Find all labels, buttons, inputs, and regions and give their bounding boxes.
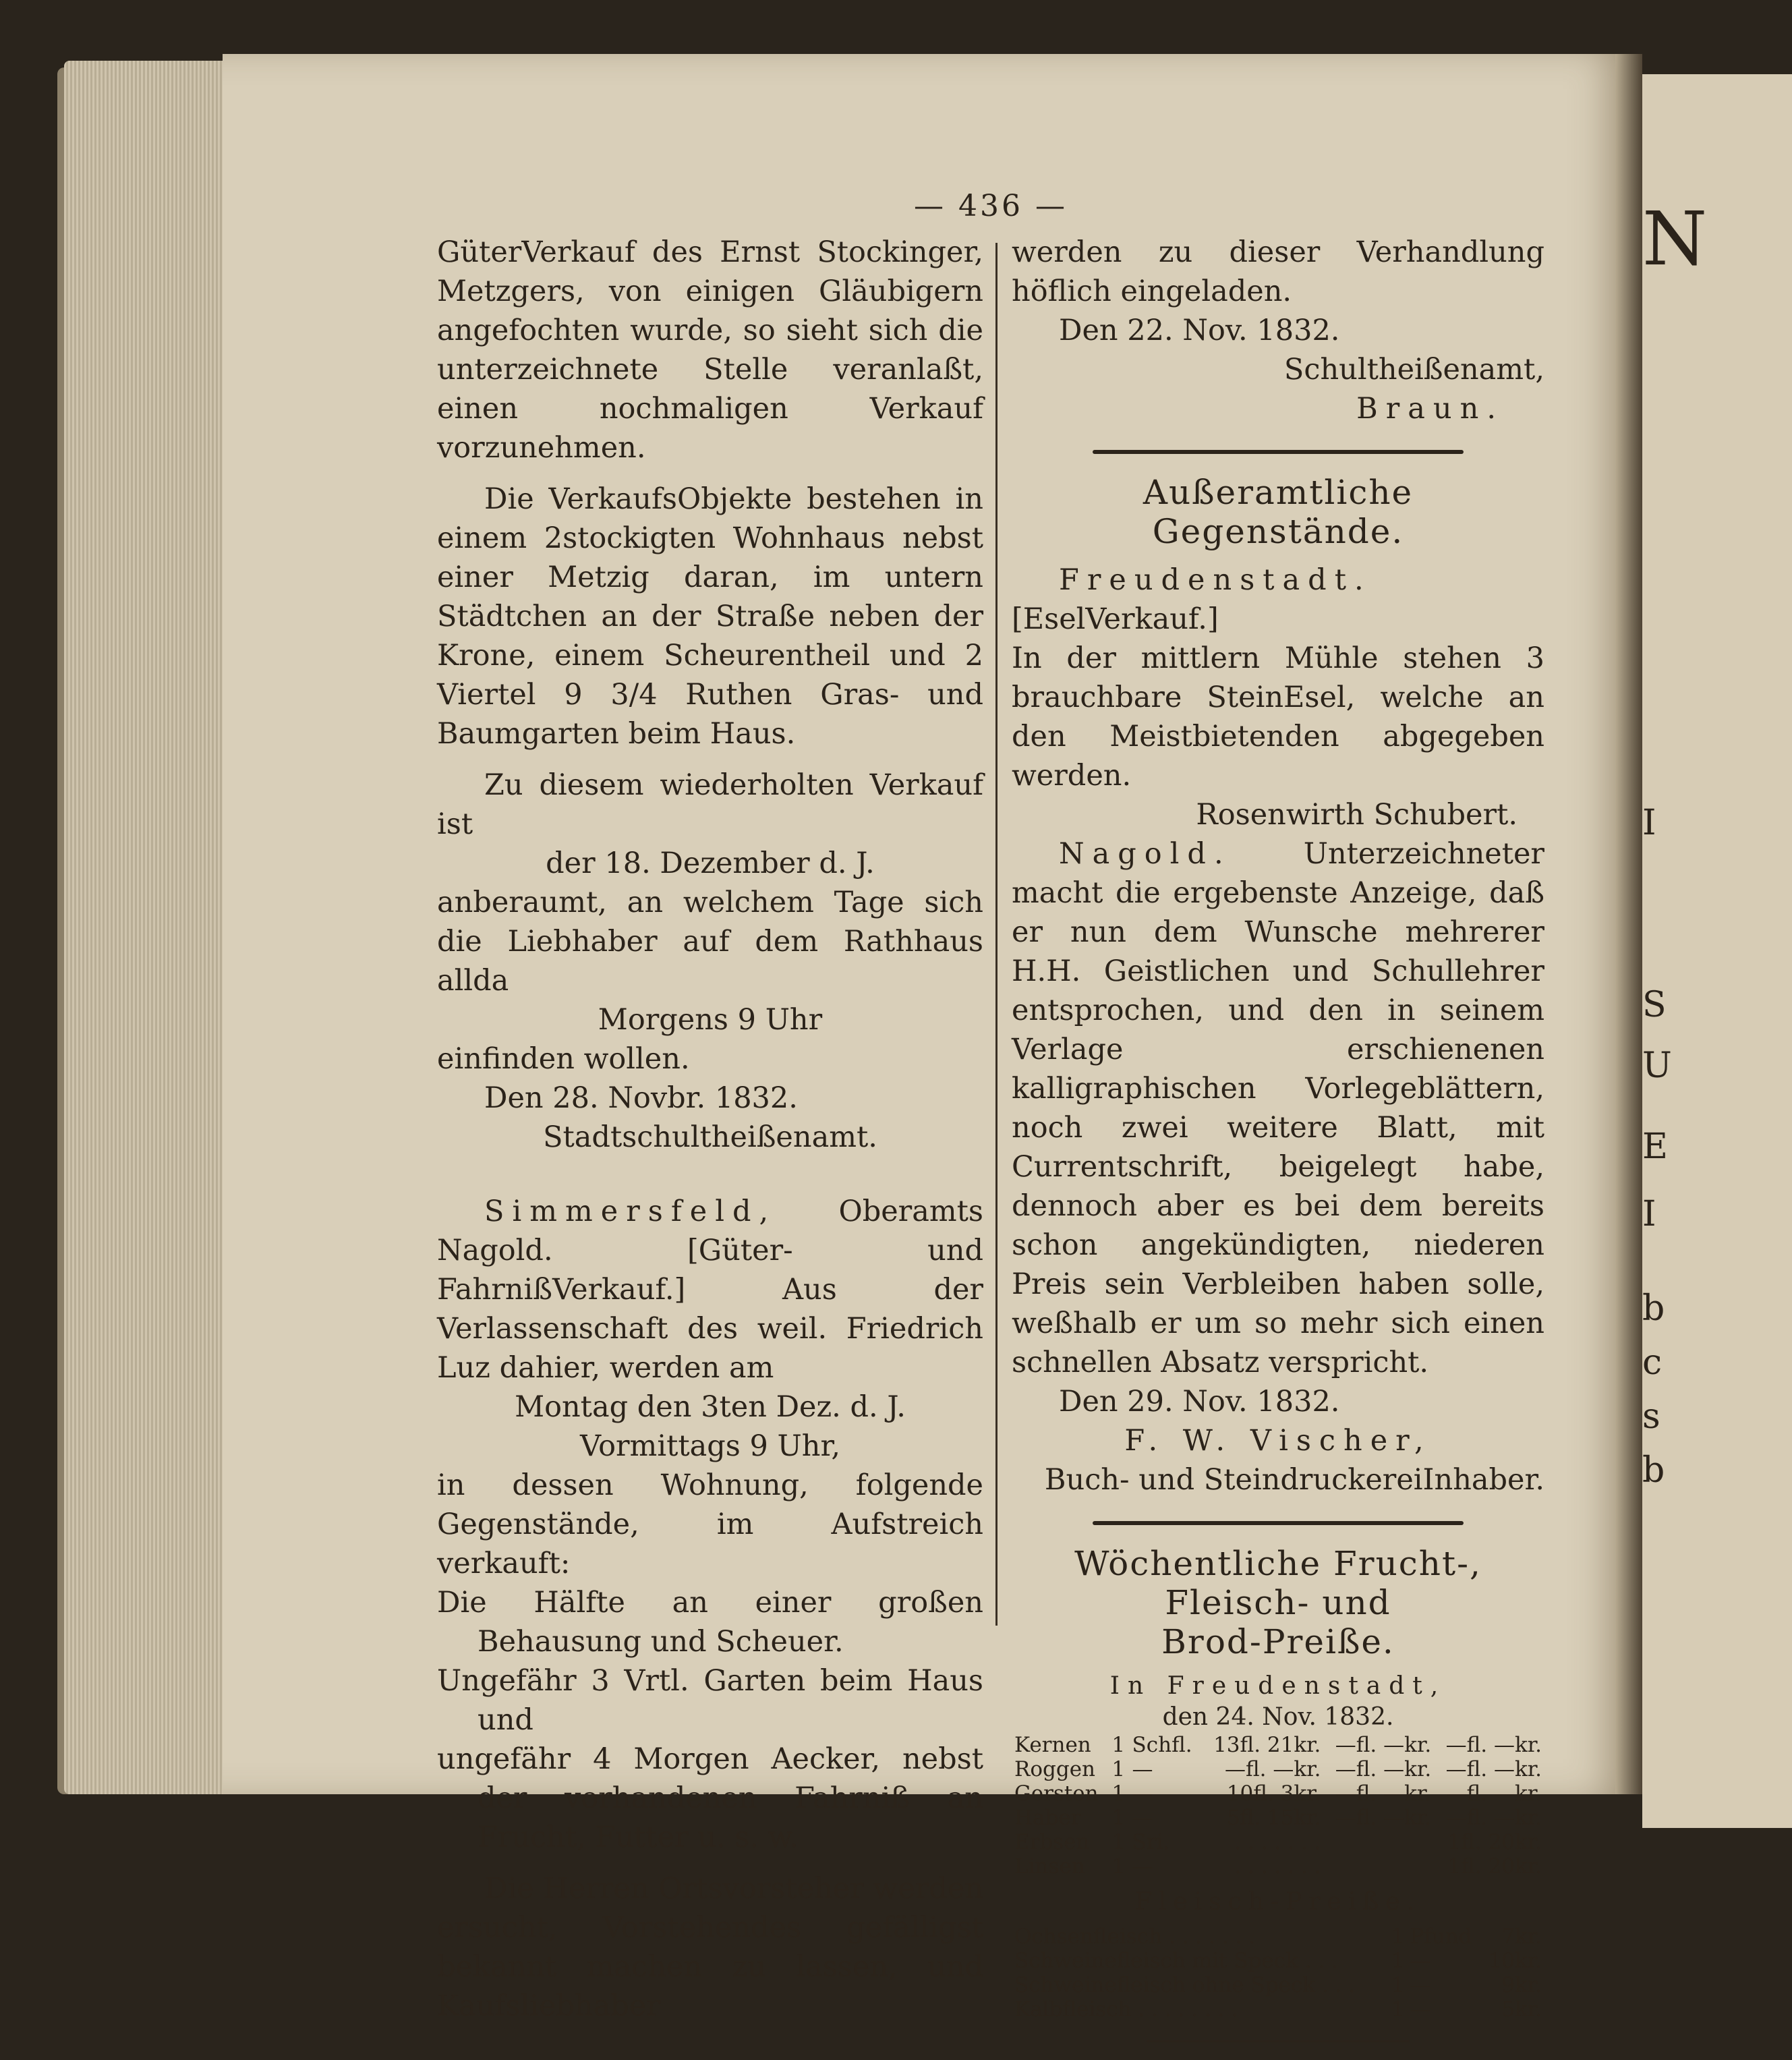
table-row xyxy=(1012,1949,1544,1973)
table-cell: — xyxy=(1410,1973,1431,1997)
facing-page-letter: N xyxy=(1642,196,1708,282)
table-cell: Ochsenfleisch . . . . . . . xyxy=(1014,1924,1256,1949)
date-line: Montag den 3ten Dez. d. J. xyxy=(515,1390,906,1424)
left-column xyxy=(437,233,983,2026)
table-cell: 9kr. xyxy=(1501,1973,1542,1997)
page-number: — 436 — xyxy=(914,189,1068,223)
table-row xyxy=(1012,1924,1544,1949)
section-rule xyxy=(1093,1521,1464,1525)
table-cell: —fl. —kr. xyxy=(1335,1781,1432,1806)
table-cell: — xyxy=(1132,1757,1153,1781)
table-cell: 10fl. 3kr. xyxy=(1226,1781,1321,1806)
paragraph: Die VerkaufsObjekte bestehen in einem 2stockigten Wohnhaus nebst einer Metzig daran, im untern Städtchen an der Straße neben der Krone, einem Scheurentheil und 2 Viertel 9 3/4 Ruthen Gras- und Baumgarten beim Haus. xyxy=(437,482,983,751)
table-cell: Kernen xyxy=(1014,1733,1091,1757)
table-row xyxy=(1012,1757,1544,1781)
table-cell: 7kr. xyxy=(1501,1924,1542,1949)
table-cell: Gersten xyxy=(1014,1781,1099,1806)
table-cell: Roggen xyxy=(1014,1757,1096,1781)
list-item: Die Hälfte an einer großen Behausung und Scheuer. xyxy=(437,1586,983,1659)
date-line: der 18. Dezember d. J. xyxy=(546,847,875,880)
table-cell: Kalbfleisch . . . . . . . . xyxy=(1014,1997,1238,2022)
column-divider xyxy=(995,243,998,1626)
table-cell: Schweinefleisch ohne Speck . . . xyxy=(1014,1973,1356,1997)
facing-page-letter: E xyxy=(1642,1126,1668,1167)
section-heading: Außeramtliche Gegenstände. xyxy=(1143,473,1414,551)
table-cell: 1 xyxy=(1111,1806,1126,1830)
table-cell: —fl. —kr. xyxy=(1445,1806,1542,1830)
time-line: Morgens 9 Uhr xyxy=(598,1003,823,1037)
facing-page-letter: c xyxy=(1642,1342,1663,1383)
table-cell: — xyxy=(1132,1854,1153,1879)
facing-page-letter: b xyxy=(1642,1450,1665,1491)
table-cell: — xyxy=(1132,1781,1153,1806)
section-heading: Wöchentliche Frucht-, Fleisch- und xyxy=(1074,1544,1482,1622)
table-row xyxy=(1012,1973,1544,1997)
place-name: Nagold. xyxy=(1059,837,1232,871)
book-gutter xyxy=(1615,54,1642,1794)
facing-page-letter: I xyxy=(1642,1194,1656,1234)
signature: Braun. xyxy=(1356,392,1504,426)
paragraph: GüterVerkauf des Ernst Stockinger, Metzgers, von einigen Gläubigern angefochten wurde, so sieht sich die unterzeichnete Stelle veranlaßt, einen nochmaligen Verkauf vorzunehmen. xyxy=(437,235,983,465)
date-line: Den 29. Nov. 1832. xyxy=(1059,1385,1340,1419)
table-cell: Schfl. xyxy=(1132,1733,1192,1757)
paragraph: Die Herren Ortsvorsteher werden ersucht, Vorstehendes gefälligst bekannt machen zu lassen, und Kaufsliebhaber xyxy=(437,1872,983,2023)
facing-page-letter: S xyxy=(1642,985,1667,1025)
facing-page-fragment xyxy=(1642,74,1792,1828)
table-cell: 1 xyxy=(1391,1949,1405,1973)
paragraph: In der mittlern Mühle stehen 3 brauchbare SteinEsel, welche an den Meistbietenden abgegeben werden. xyxy=(1012,641,1544,793)
table-row xyxy=(1012,1997,1544,2022)
table-row xyxy=(1012,1806,1544,1830)
table-cell: 5fl. 15kr. xyxy=(1226,1806,1321,1830)
signature: Schultheißenamt, xyxy=(1283,353,1544,387)
table-cell: —fl. —kr. xyxy=(1335,1757,1432,1781)
table-row xyxy=(1012,1830,1544,1854)
price-date: den 24. Nov. 1832. xyxy=(1162,1703,1394,1731)
signature: Rosenwirth Schubert. xyxy=(1196,798,1518,832)
table-cell xyxy=(1323,1830,1434,1854)
paragraph: Oberamts Nagold. [Güter- und FahrnißVerkauf.] Aus der Verlassenschaft des weil. Friedrich Luz dahier, werden am xyxy=(437,1195,983,1385)
table-cell: 1 xyxy=(1111,1757,1126,1781)
table-cell: 1 xyxy=(1391,1973,1405,1997)
facing-page-letter: b xyxy=(1642,1288,1665,1329)
table-cell: 10kr. xyxy=(1488,1949,1542,1973)
place-name: Freudenstadt. xyxy=(1059,563,1372,597)
table-cell: Pfund xyxy=(1410,1924,1472,1949)
table-cell: . . . . . . . xyxy=(1234,1830,1321,1854)
section-heading: Brod-Preiße. xyxy=(1161,1622,1395,1661)
price-place: In Freudenstadt, xyxy=(1109,1672,1447,1700)
table-cell: 1fl. 20kr. xyxy=(1447,1830,1542,1854)
signature: Buch- und SteindruckereiInhaber. xyxy=(1044,1463,1544,1497)
item-tag: [EselVerkauf.] xyxy=(1012,602,1219,636)
paragraph: anberaumt, an welchem Tage sich die Liebhaber auf dem Rathhaus allda xyxy=(437,886,983,998)
table-cell: 1 xyxy=(1111,1854,1126,1879)
table-row xyxy=(1012,1781,1544,1806)
date-line: Den 22. Nov. 1832. xyxy=(1059,314,1340,347)
table-cell: —fl. —kr. xyxy=(1445,1733,1542,1757)
table-row xyxy=(1012,1854,1544,1879)
table-cell: . . . . . . . xyxy=(1234,1854,1321,1879)
stacked-page-edges xyxy=(64,61,226,1794)
table-cell: Erbsen xyxy=(1014,1830,1090,1854)
list-item: ungefähr 4 Morgen Aecker, nebst der vorhandenen Fahrniß an Frucht, Futter u. s. w. xyxy=(437,1742,983,1854)
list-item: Ungefähr 3 Vrtl. Garten beim Haus und xyxy=(437,1664,983,1737)
table-cell: —fl. —kr. xyxy=(1335,1733,1432,1757)
time-line: Vormittags 9 Uhr, xyxy=(580,1429,840,1463)
facing-page-letter: U xyxy=(1642,1046,1672,1086)
facing-page-letter: s xyxy=(1642,1396,1660,1437)
signature: F. W. Vischer, xyxy=(1124,1424,1432,1458)
table-row xyxy=(1012,1733,1544,1757)
table-cell: Schweinefleisch mit Speck . . . xyxy=(1014,1949,1339,1973)
right-column xyxy=(1012,233,1544,2060)
table-cell: 1 xyxy=(1111,1830,1126,1854)
table-cell: 1fl. 20kr. xyxy=(1447,1854,1542,1879)
place-name: Simmersfeld, xyxy=(484,1195,777,1228)
table-cell: —fl. —kr. xyxy=(1445,1757,1542,1781)
paragraph: werden zu dieser Verhandlung höflich eingeladen. xyxy=(1012,235,1544,308)
table-cell: 1 xyxy=(1391,1997,1405,2022)
table-cell: —fl. —kr. xyxy=(1335,1806,1432,1830)
table-cell: 5kr. xyxy=(1501,1997,1542,2022)
table-cell: — xyxy=(1132,1806,1153,1830)
table-cell: Linsen xyxy=(1014,1854,1085,1879)
table-cell: —fl. —kr. xyxy=(1224,1757,1321,1781)
table-cell: 1 xyxy=(1391,1924,1405,1949)
paragraph: einfinden wollen. xyxy=(437,1042,690,1076)
table-cell: 13fl. 21kr. xyxy=(1213,1733,1321,1757)
table-cell xyxy=(1323,1854,1434,1879)
meat-price-table xyxy=(1012,1924,1544,2022)
end-rule xyxy=(1147,2040,1410,2042)
table-cell: 1 xyxy=(1111,1781,1126,1806)
facing-page-letter: I xyxy=(1642,803,1656,843)
table-cell: —fl. —kr. xyxy=(1445,1781,1542,1806)
section-rule xyxy=(1093,450,1464,454)
table-cell: — xyxy=(1410,1997,1431,2022)
signature: Stadtschultheißenamt. xyxy=(543,1120,877,1154)
table-cell: — xyxy=(1410,1949,1431,1973)
date-line: Den 28. Novbr. 1832. xyxy=(484,1081,798,1115)
meat-price-heading: Fleisch-Preiße. xyxy=(1134,1888,1422,1916)
paragraph: Unterzeichneter macht die ergebenste Anzeige, daß er nun dem Wunsche mehrerer H.H. Geistlichen und Schullehrer entsprochen, und den in seinem Verlage erschienenen kalligraphischen Vorlegeblättern, noch zwei weitere Blatt, mit Currentschrift, beigelegt habe, dennoch aber es bei dem bereits schon angekündigten, niederen Preis sein Verbleiben haben solle, weßhalb er um so mehr sich einen schnellen Absatz verspricht. xyxy=(1012,837,1544,1379)
table-cell: Haber xyxy=(1014,1806,1081,1830)
grain-price-table xyxy=(1012,1733,1544,1879)
table-cell: Sri. xyxy=(1132,1830,1170,1854)
paragraph: Zu diesem wiederholten Verkauf ist xyxy=(437,768,983,841)
table-cell: 1 xyxy=(1111,1733,1126,1757)
paragraph: in dessen Wohnung, folgende Gegenstände, im Aufstreich verkauft: xyxy=(437,1468,983,1580)
